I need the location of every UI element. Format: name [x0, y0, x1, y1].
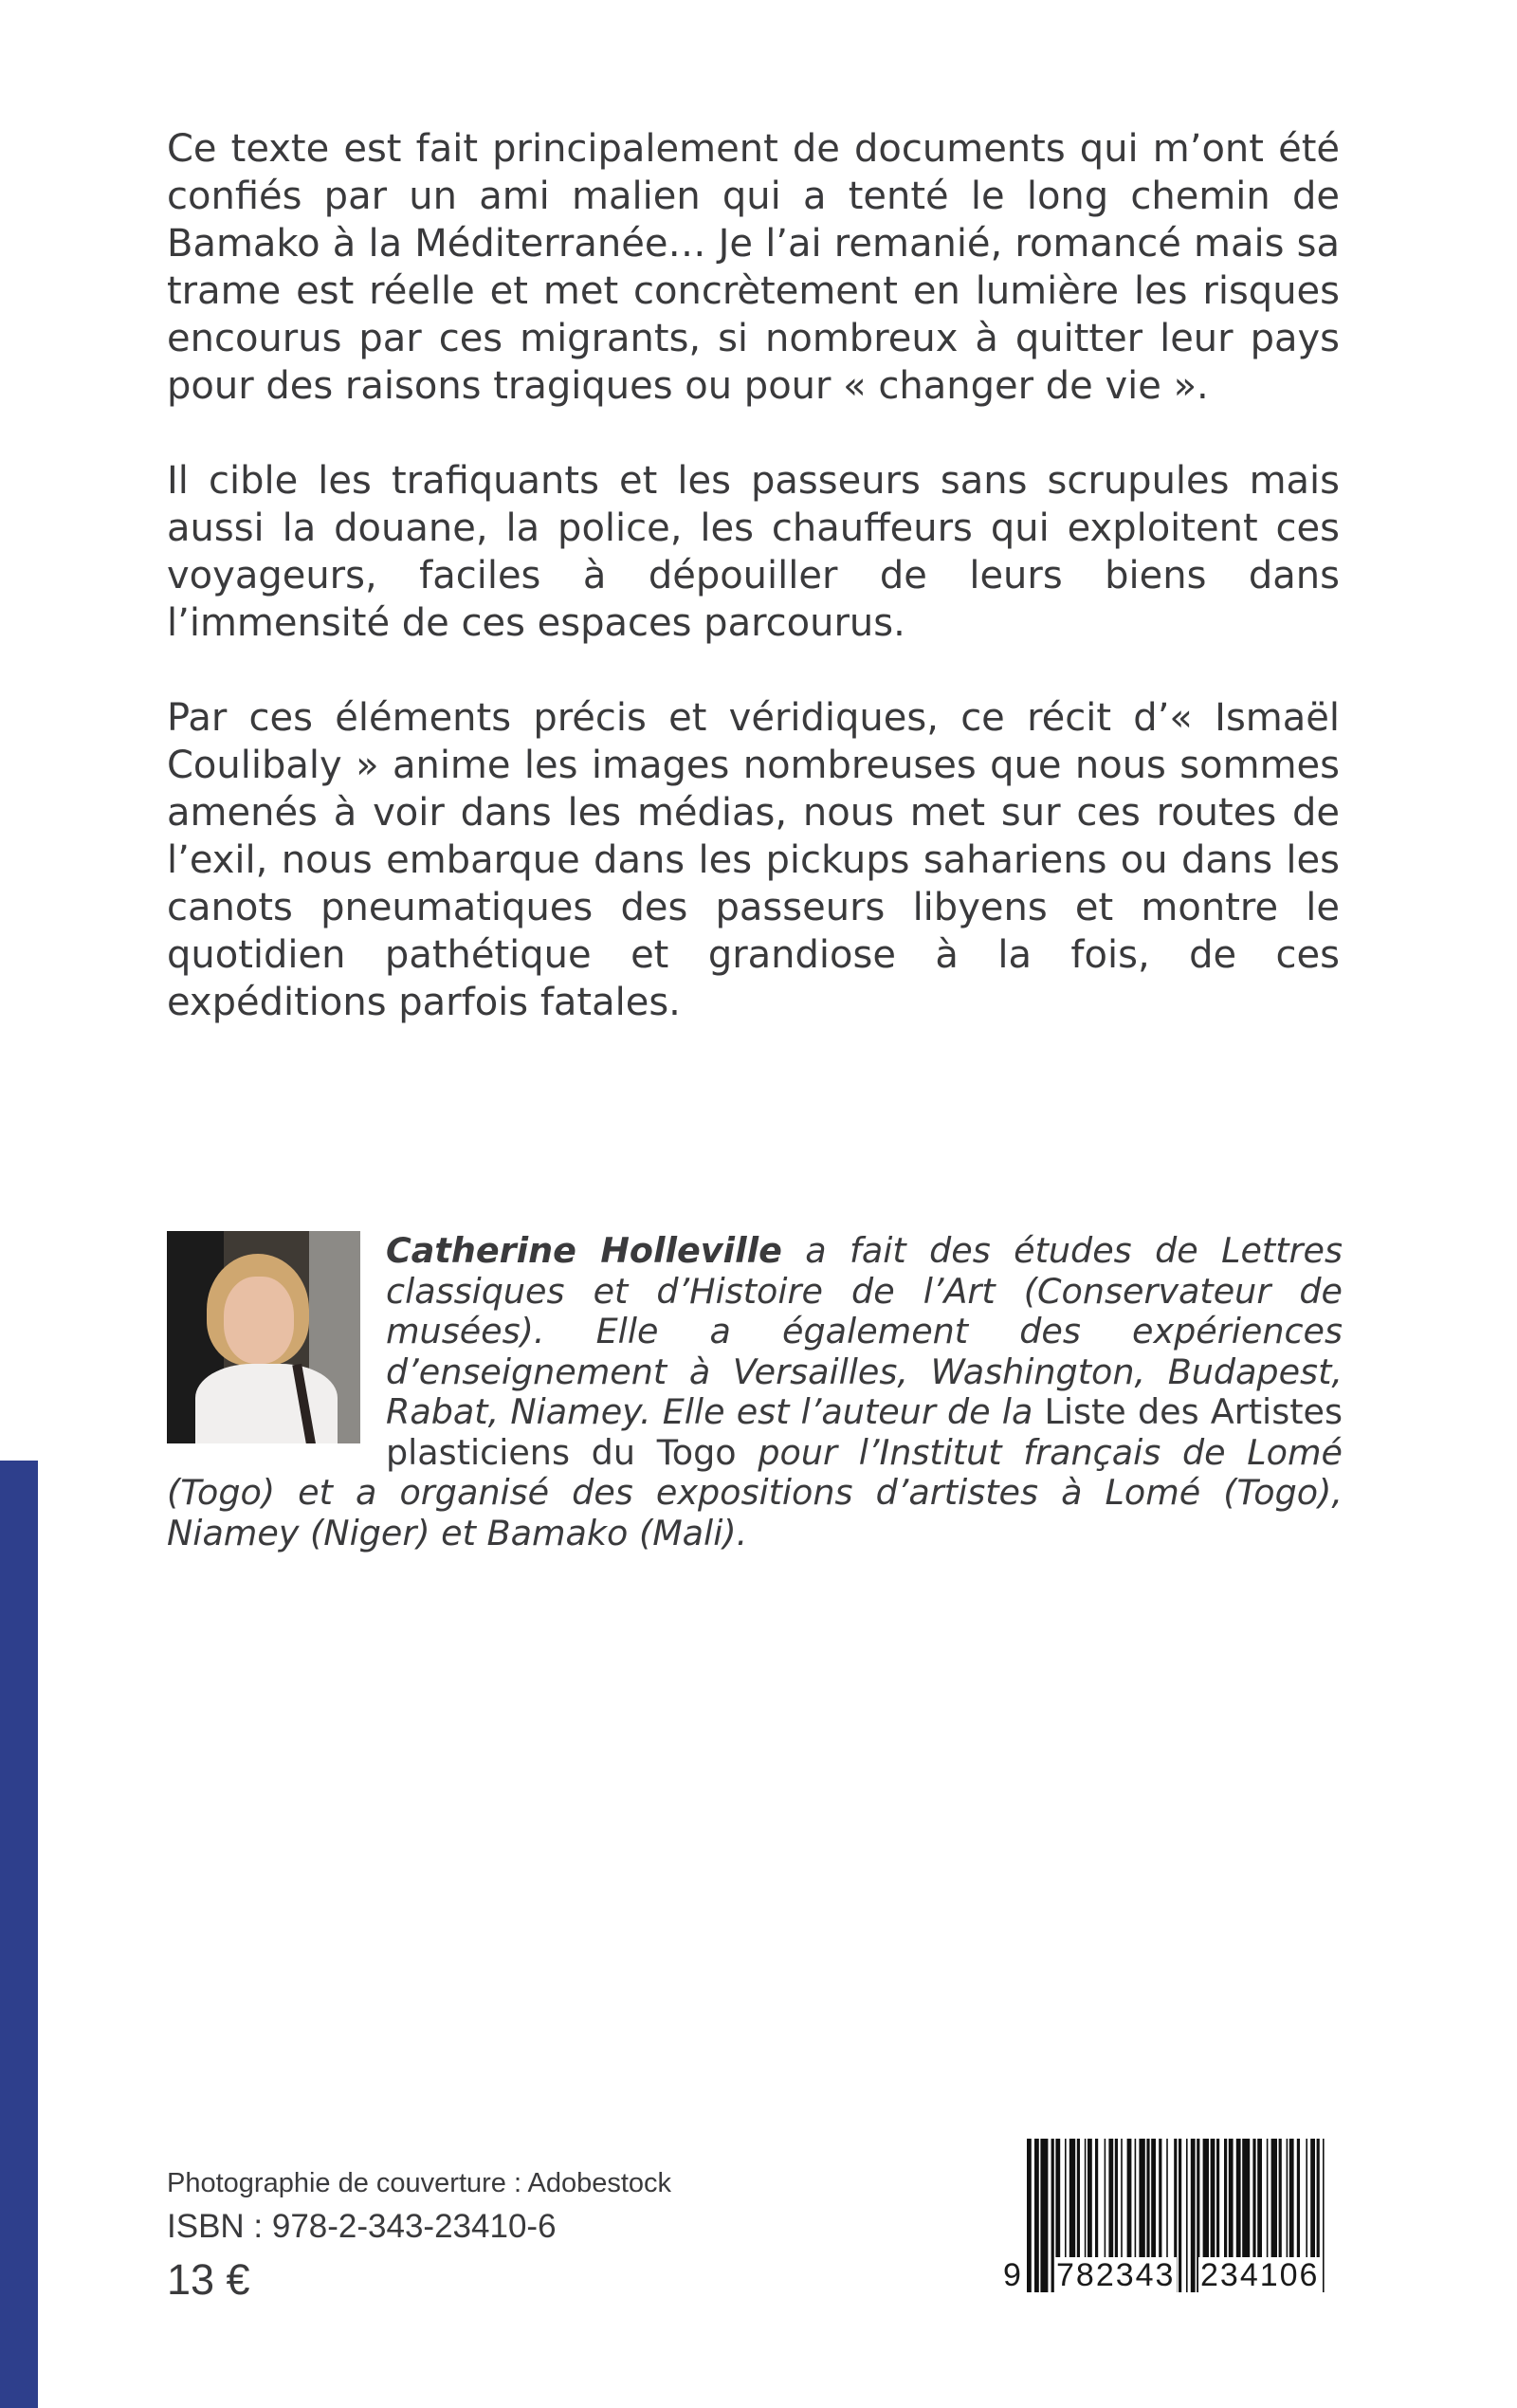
- barcode-digits-right: 234106: [1200, 2257, 1320, 2293]
- barcode-bar: [1034, 2139, 1039, 2292]
- barcode-bar: [1191, 2139, 1196, 2292]
- barcode-digit-first: 9: [1003, 2257, 1023, 2293]
- barcode-bar: [1186, 2139, 1188, 2292]
- back-cover-blurb: [167, 125, 1340, 1074]
- blurb-paragraph-2: Il cible les trafiquants et les passeurs sans scrupules mais aussi la douane, la police, les chauffeurs qui exploitent ces voyageurs, faciles à dépouiller de leurs biens dans l’immensité de ces espaces parcourus.: [167, 459, 1340, 645]
- author-photo: [167, 1231, 360, 1443]
- barcode-digits-left: 782343: [1056, 2257, 1176, 2293]
- blurb-paragraph-1: Ce texte est fait principalement de documents qui m’ont été confiés par un ami malien qui a tenté le long chemin de Bamako à la Méditerranée… Je l’ai remanié, romancé mais sa trame est réelle et met concrètement en lumière les risques encourus par ces migrants, si nombreux à quitter leur pays pour des raisons tragiques ou pour « changer de vie ».: [167, 127, 1340, 408]
- photo-credit: Photographie de couverture : Adobestock: [167, 2168, 672, 2198]
- barcode-bar: [1323, 2139, 1325, 2292]
- barcode-bar: [1027, 2139, 1032, 2292]
- publication-credits: [167, 2164, 671, 2308]
- blurb-paragraph-3: Par ces éléments précis et véridiques, ce récit d’« Ismaël Coulibaly » anime les images nombreuses que nous sommes amenés à voir dans les médias, nous met sur ces routes de l’exil, nous embarque dans les pickups sahariens ou dans les canots pneumatiques des passeurs libyens et montre le quotidien pathétique et grandiose à la fois, de ces expéditions parfois fatales.: [167, 696, 1340, 1024]
- isbn: ISBN : 978-2-343-23410-6: [167, 2208, 557, 2245]
- spine-stripe: [0, 1461, 38, 2408]
- barcode-bar: [1040, 2139, 1048, 2292]
- author-bio-part-1: a fait des études de Lettres classiques et d’Histoire de l’Art (Conservateur de musées). Elle a également des expériences d’enseignement à Versailles, Washington, Budapest, Rabat, Niamey. Elle est l’auteur de la: [386, 1230, 1343, 1432]
- author-name: Catherine Holleville: [386, 1230, 782, 1271]
- price: 13 €: [167, 2255, 250, 2304]
- author-bio-part-2: pour l’Institut français de Lomé (Togo) et a organisé des expositions d’artistes à Lomé (Togo), Niamey (Niger) et Bamako (Mali).: [167, 1431, 1343, 1553]
- barcode-bar: [1179, 2139, 1181, 2292]
- author-bio: [167, 1231, 1343, 1553]
- author-book-title: Liste des Artistes plasticiens du Togo: [386, 1391, 1343, 1473]
